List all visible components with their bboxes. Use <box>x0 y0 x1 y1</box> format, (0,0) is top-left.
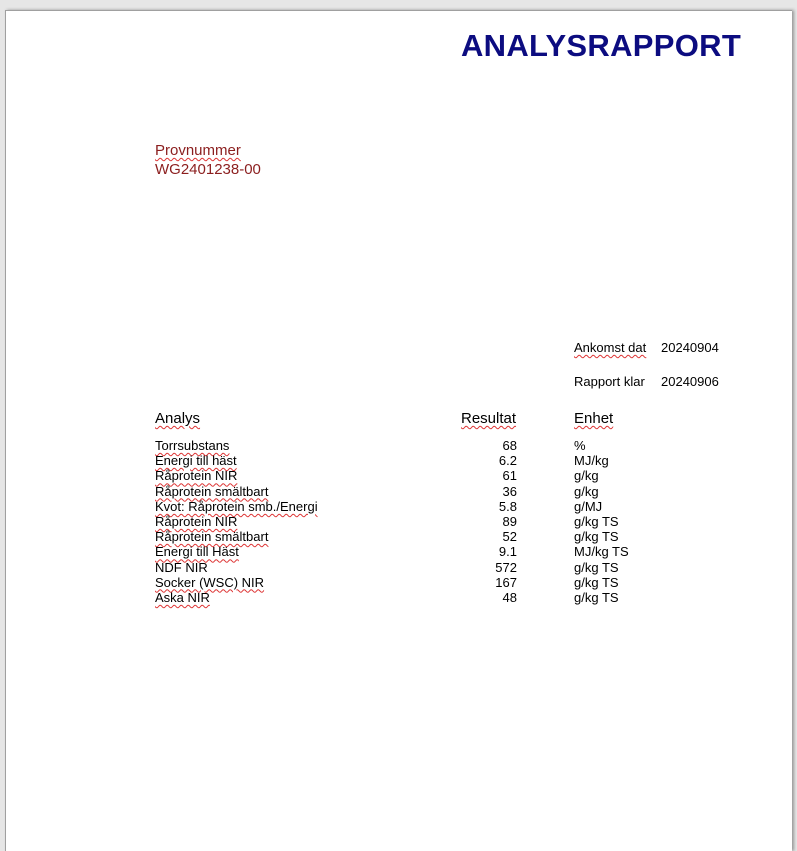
table-row <box>155 484 675 499</box>
analysis-name: Torrsubstans <box>155 438 230 453</box>
table-row <box>155 453 675 468</box>
analysis-unit: g/kg TS <box>574 529 619 545</box>
report-ready-value: 20240906 <box>661 374 719 389</box>
analysis-result: 68 <box>502 438 517 453</box>
analysis-result: 6.2 <box>498 453 517 469</box>
analysis-name: Energi till Häst <box>155 544 239 560</box>
analysis-name: Råprotein smältbart <box>155 483 269 499</box>
sample-number-value: WG2401238-00 <box>155 161 261 178</box>
header-resultat: Resultat <box>461 410 517 427</box>
results-table <box>155 438 675 605</box>
analysis-result: 9.1 <box>498 544 517 560</box>
arrival-date-label: Ankomst dat <box>574 340 647 355</box>
analysis-unit: MJ/kg TS <box>574 544 629 560</box>
analysis-name: Aska NIR <box>155 589 210 605</box>
table-row <box>155 560 675 575</box>
report-ready-label: Rapport klar <box>574 374 645 389</box>
analysis-result: 572 <box>495 559 517 575</box>
analysis-result: 5.8 <box>498 498 517 514</box>
table-row <box>155 544 675 559</box>
analysis-unit: g/kg TS <box>574 513 619 529</box>
table-row <box>155 575 675 590</box>
header-enhet: Enhet <box>574 410 614 427</box>
analysis-name: Socker (WSC) NIR <box>155 574 265 590</box>
table-row <box>155 499 675 514</box>
analysis-unit: g/MJ <box>574 498 603 514</box>
report-page <box>5 10 792 851</box>
table-row <box>155 468 675 483</box>
analysis-result: 61 <box>502 468 517 484</box>
table-row <box>155 590 675 605</box>
sample-number-label: Provnummer <box>155 142 241 159</box>
analysis-unit: % <box>574 438 586 453</box>
report-title: ANALYSRAPPORT <box>461 28 742 63</box>
analysis-name: Råprotein NIR <box>155 513 238 529</box>
analysis-result: 52 <box>502 529 517 545</box>
analysis-name: Energi till häst <box>155 453 237 469</box>
analysis-result: 167 <box>495 574 517 590</box>
header-analys: Analys <box>155 410 201 427</box>
analysis-unit: g/kg <box>574 483 599 499</box>
analysis-name: NDF NIR <box>155 559 208 575</box>
analysis-unit: g/kg TS <box>574 589 619 605</box>
analysis-name: Råprotein NIR <box>155 468 238 484</box>
analysis-name: Kvot: Råprotein smb./Energi <box>155 498 318 514</box>
analysis-result: 89 <box>502 513 517 529</box>
arrival-date-value: 20240904 <box>661 340 719 355</box>
analysis-unit: g/kg TS <box>574 559 619 575</box>
table-row <box>155 529 675 544</box>
table-row <box>155 514 675 529</box>
analysis-unit: g/kg <box>574 468 599 484</box>
analysis-unit: MJ/kg <box>574 453 609 469</box>
table-row <box>155 438 675 453</box>
analysis-result: 48 <box>502 589 517 605</box>
analysis-unit: g/kg TS <box>574 574 619 590</box>
analysis-name: Råprotein smältbart <box>155 529 269 545</box>
analysis-result: 36 <box>502 483 517 499</box>
